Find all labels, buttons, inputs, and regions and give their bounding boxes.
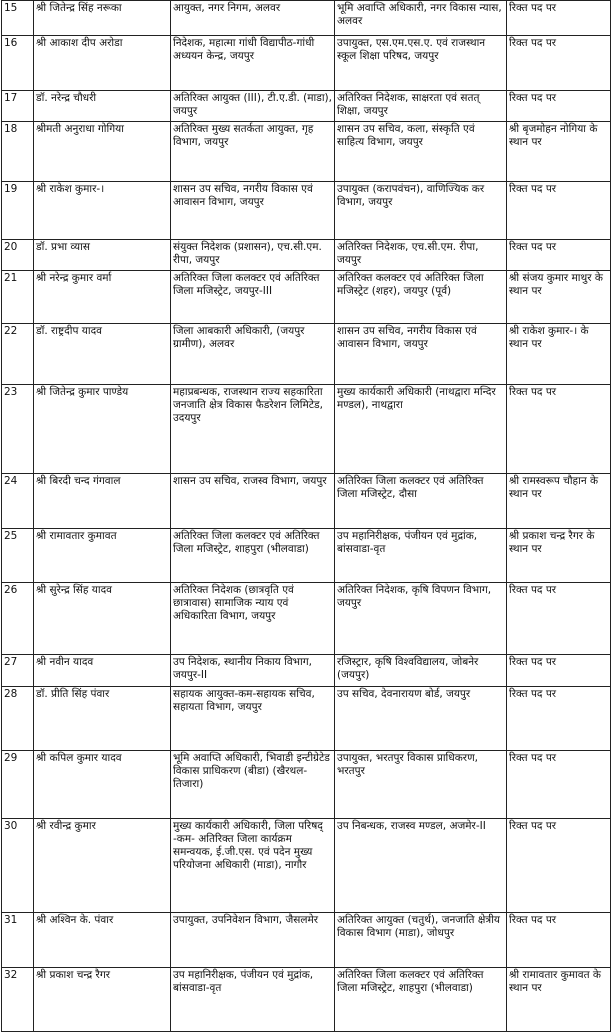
- new-posting-cell: मुख्य कार्यकारी अधिकारी (नाथद्वारा मन्दिर मण्डल), नाथद्वारा: [335, 385, 507, 474]
- current-posting-cell: भूमि अवाप्ति अधिकारी, भिवाडी इन्टीग्रेटेड विकास प्राधिकरण (बीडा) (खैरथल-तिजारा): [171, 751, 335, 819]
- table-row: [2, 324, 611, 385]
- current-posting-cell: उप महानिरीक्षक, पंजीयन एवं मुद्रांक, बांसवाडा-वृत: [171, 968, 335, 1032]
- table-row: [2, 271, 611, 324]
- new-posting-cell: उप निबन्धक, राजस्व मण्डल, अजमेर-II: [335, 819, 507, 913]
- new-posting-cell: अतिरिक्त निदेशक, कृषि विपणन विभाग, जयपुर: [335, 583, 507, 655]
- officer-name-cell: श्री राकेश कुमार-।: [34, 182, 171, 240]
- officer-name-cell: श्री नवीन यादव: [34, 655, 171, 687]
- new-posting-cell: अतिरिक्त कलक्टर एवं अतिरिक्त जिला मजिस्ट्रेट (शहर), जयपुर (पूर्व): [335, 271, 507, 324]
- officer-name-cell: श्री सुरेन्द्र सिंह यादव: [34, 583, 171, 655]
- serial-number-cell: 18: [2, 122, 34, 182]
- remark-cell: रिक्त पद पर: [507, 687, 611, 751]
- serial-number-cell: 19: [2, 182, 34, 240]
- current-posting-cell: सहायक आयुक्त-कम-सहायक सचिव, सहायता विभाग, जयपुर: [171, 687, 335, 751]
- current-posting-cell: अतिरिक्त जिला कलक्टर एवं अतिरिक्त जिला मजिस्ट्रेट, जयपुर-III: [171, 271, 335, 324]
- table-row: [2, 687, 611, 751]
- officer-name-cell: श्री कपिल कुमार यादव: [34, 751, 171, 819]
- current-posting-cell: आयुक्त, नगर निगम, अलवर: [171, 1, 335, 36]
- officer-name-cell: डॉ. नरेन्द्र चौधरी: [34, 91, 171, 122]
- remark-cell: रिक्त पद पर: [507, 655, 611, 687]
- table-row: [2, 122, 611, 182]
- remark-cell: श्री राकेश कुमार-। के स्थान पर: [507, 324, 611, 385]
- table-row: [2, 913, 611, 968]
- remark-cell: रिक्त पद पर: [507, 583, 611, 655]
- remark-cell: रिक्त पद पर: [507, 819, 611, 913]
- current-posting-cell: संयुक्त निदेशक (प्रशासन), एच.सी.एम. रीपा, जयपुर: [171, 240, 335, 271]
- current-posting-cell: जिला आबकारी अधिकारी, (जयपुर ग्रामीण), अलवर: [171, 324, 335, 385]
- new-posting-cell: अतिरिक्त निदेशक, साक्षरता एवं सतत् शिक्षा, जयपुर: [335, 91, 507, 122]
- remark-cell: रिक्त पद पर: [507, 182, 611, 240]
- remark-cell: रिक्त पद पर: [507, 1, 611, 36]
- new-posting-cell: रजिस्ट्रार, कृषि विश्वविद्यालय, जोबनेर (जयपुर): [335, 655, 507, 687]
- new-posting-cell: अतिरिक्त जिला कलक्टर एवं अतिरिक्त जिला मजिस्ट्रेट, शाहपुरा (भीलवाडा): [335, 968, 507, 1032]
- remark-cell: श्री बृजमोहन नोगिया के स्थान पर: [507, 122, 611, 182]
- serial-number-cell: 26: [2, 583, 34, 655]
- remark-cell: रिक्त पद पर: [507, 751, 611, 819]
- serial-number-cell: 28: [2, 687, 34, 751]
- serial-number-cell: 30: [2, 819, 34, 913]
- remark-cell: रिक्त पद पर: [507, 385, 611, 474]
- new-posting-cell: भूमि अवाप्ति अधिकारी, नगर विकास न्यास, अलवर: [335, 1, 507, 36]
- officer-name-cell: डॉ. प्रभा व्यास: [34, 240, 171, 271]
- table-row: [2, 182, 611, 240]
- officer-name-cell: श्री जितेन्द्र सिंह नरूका: [34, 1, 171, 36]
- table-row: [2, 385, 611, 474]
- current-posting-cell: अतिरिक्त जिला कलक्टर एवं अतिरिक्त जिला मजिस्ट्रेट, शाहपुरा (भीलवाडा): [171, 529, 335, 583]
- serial-number-cell: 25: [2, 529, 34, 583]
- officer-name-cell: श्रीमती अनुराधा गोगिया: [34, 122, 171, 182]
- officer-name-cell: डॉ. प्रीति सिंह पंवार: [34, 687, 171, 751]
- officer-name-cell: श्री जितेन्द्र कुमार पाण्डेय: [34, 385, 171, 474]
- serial-number-cell: 23: [2, 385, 34, 474]
- new-posting-cell: अतिरिक्त आयुक्त (चतुर्थ), जनजाति क्षेत्रीय विकास विभाग (माडा), जोधपुर: [335, 913, 507, 968]
- serial-number-cell: 22: [2, 324, 34, 385]
- serial-number-cell: 32: [2, 968, 34, 1032]
- remark-cell: श्री संजय कुमार माथुर के स्थान पर: [507, 271, 611, 324]
- table-row: [2, 529, 611, 583]
- new-posting-cell: उप महानिरीक्षक, पंजीयन एवं मुद्रांक, बांसवाडा-वृत: [335, 529, 507, 583]
- current-posting-cell: अतिरिक्त मुख्य सतर्कता आयुक्त, गृह विभाग, जयपुर: [171, 122, 335, 182]
- table-row: [2, 474, 611, 529]
- serial-number-cell: 17: [2, 91, 34, 122]
- table-row: [2, 655, 611, 687]
- officer-name-cell: श्री बिरदी चन्द गंगवाल: [34, 474, 171, 529]
- table-row: [2, 583, 611, 655]
- table-row: [2, 240, 611, 271]
- remark-cell: श्री प्रकाश चन्द्र रैगर के स्थान पर: [507, 529, 611, 583]
- remark-cell: रिक्त पद पर: [507, 240, 611, 271]
- table-row: [2, 91, 611, 122]
- remark-cell: श्री रामस्वरूप चौहान के स्थान पर: [507, 474, 611, 529]
- table-row: [2, 1, 611, 36]
- serial-number-cell: 20: [2, 240, 34, 271]
- current-posting-cell: शासन उप सचिव, नगरीय विकास एवं आवासन विभाग, जयपुर: [171, 182, 335, 240]
- serial-number-cell: 29: [2, 751, 34, 819]
- current-posting-cell: मुख्य कार्यकारी अधिकारी, जिला परिषद् -कम- अतिरिक्त जिला कार्यक्रम समन्वयक, ई.जी.एस. एवं पदेन मुख्य परियोजना अधिकारी (माडा), नागौर: [171, 819, 335, 913]
- remark-cell: रिक्त पद पर: [507, 36, 611, 91]
- current-posting-cell: महाप्रबन्धक, राजस्थान राज्य सहकारिता जनजाति क्षेत्र विकास फैडरेशन लिमिटेड, उदयपुर: [171, 385, 335, 474]
- officer-name-cell: श्री आकाश दीप अरोडा: [34, 36, 171, 91]
- serial-number-cell: 21: [2, 271, 34, 324]
- new-posting-cell: शासन उप सचिव, कला, संस्कृति एवं साहित्य विभाग, जयपुर: [335, 122, 507, 182]
- table-row: [2, 819, 611, 913]
- current-posting-cell: अतिरिक्त निदेशक (छात्रवृति एवं छात्रावास) सामाजिक न्याय एवं अधिकारिता विभाग, जयपुर: [171, 583, 335, 655]
- officer-name-cell: श्री रामावतार कुमावत: [34, 529, 171, 583]
- officer-name-cell: श्री प्रकाश चन्द्र रैगर: [34, 968, 171, 1032]
- new-posting-cell: अतिरिक्त जिला कलक्टर एवं अतिरिक्त जिला मजिस्ट्रेट, दौसा: [335, 474, 507, 529]
- remark-cell: रिक्त पद पर: [507, 91, 611, 122]
- table-row: [2, 751, 611, 819]
- serial-number-cell: 16: [2, 36, 34, 91]
- current-posting-cell: उपायुक्त, उपनिवेशन विभाग, जैसलमेर: [171, 913, 335, 968]
- serial-number-cell: 27: [2, 655, 34, 687]
- new-posting-cell: शासन उप सचिव, नगरीय विकास एवं आवासन विभाग, जयपुर: [335, 324, 507, 385]
- current-posting-cell: अतिरिक्त आयुक्त (III), टी.ए.डी. (माडा), जयपुर: [171, 91, 335, 122]
- officer-name-cell: श्री रवीन्द्र कुमार: [34, 819, 171, 913]
- current-posting-cell: शासन उप सचिव, राजस्व विभाग, जयपुर: [171, 474, 335, 529]
- officer-name-cell: डॉ. राष्ट्रदीप यादव: [34, 324, 171, 385]
- table-body: [2, 1, 611, 1032]
- serial-number-cell: 15: [2, 1, 34, 36]
- officer-name-cell: श्री अश्विन के. पंवार: [34, 913, 171, 968]
- serial-number-cell: 31: [2, 913, 34, 968]
- officer-name-cell: श्री नरेन्द्र कुमार वर्मा: [34, 271, 171, 324]
- remark-cell: रिक्त पद पर: [507, 913, 611, 968]
- serial-number-cell: 24: [2, 474, 34, 529]
- new-posting-cell: अतिरिक्त निदेशक, एच.सी.एम. रीपा, जयपुर: [335, 240, 507, 271]
- table-row: [2, 36, 611, 91]
- new-posting-cell: उपायुक्त, भरतपुर विकास प्राधिकरण, भरतपुर: [335, 751, 507, 819]
- remark-cell: श्री रामावतार कुमावत के स्थान पर: [507, 968, 611, 1032]
- new-posting-cell: उपायुक्त, एस.एम.एस.ए. एवं राजस्थान स्कूल शिक्षा परिषद, जयपुर: [335, 36, 507, 91]
- new-posting-cell: उपायुक्त (करापवंचन), वाणिज्यिक कर विभाग, जयपुर: [335, 182, 507, 240]
- current-posting-cell: निदेशक, महात्मा गांधी विद्यापीठ-गांधी अध्ययन केन्द्र, जयपुर: [171, 36, 335, 91]
- table-row: [2, 968, 611, 1032]
- new-posting-cell: उप सचिव, देवनारायण बोर्ड, जयपुर: [335, 687, 507, 751]
- current-posting-cell: उप निदेशक, स्थानीय निकाय विभाग, जयपुर-II: [171, 655, 335, 687]
- transfer-order-table: [1, 0, 611, 1032]
